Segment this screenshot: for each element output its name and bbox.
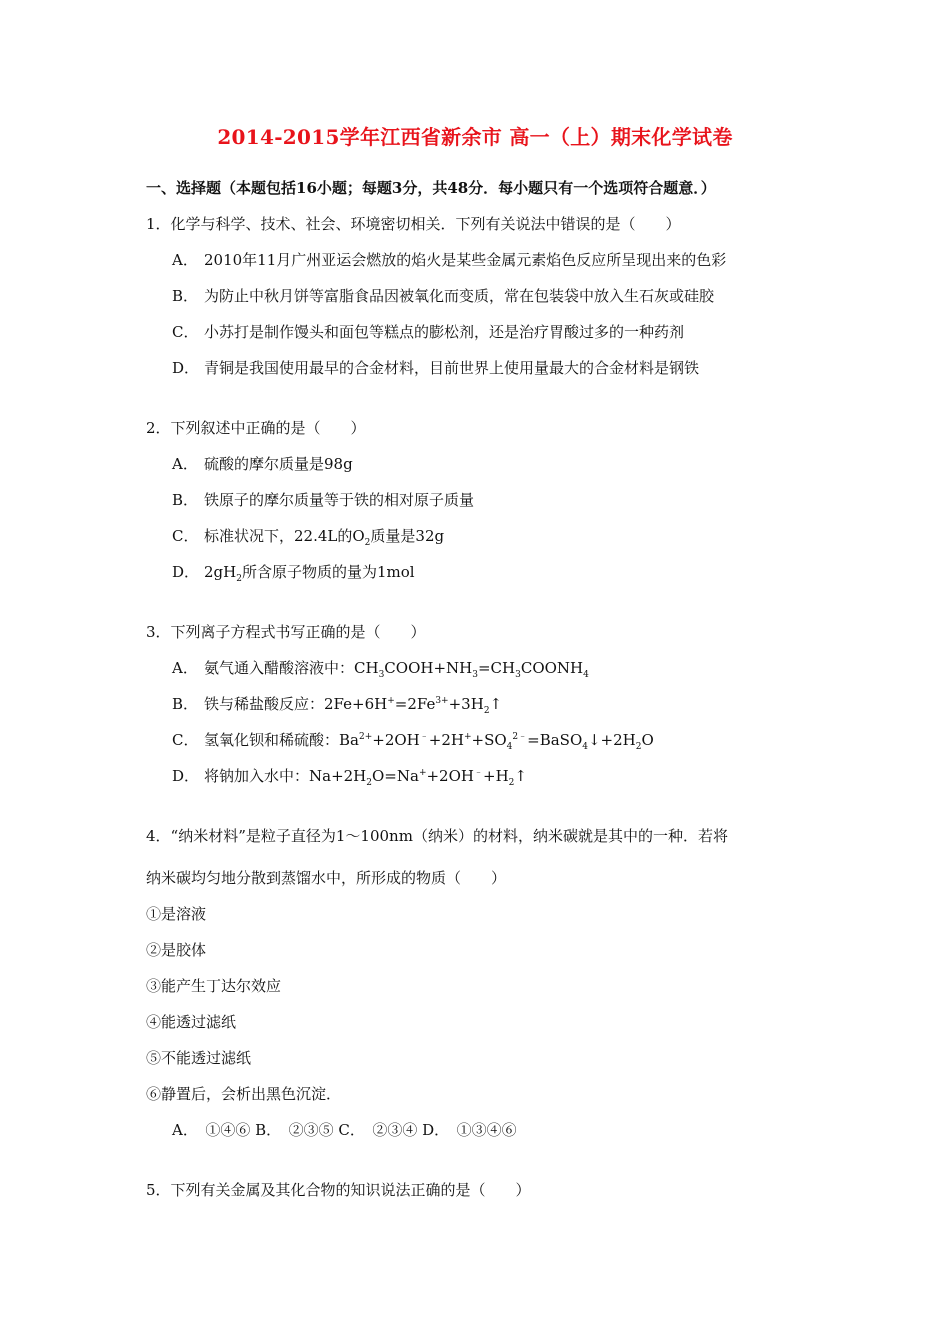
option-text: COOH+NH — [384, 659, 473, 677]
option-text: ↓+2H — [587, 731, 636, 749]
option-text: +3H — [448, 695, 484, 713]
subscript: 2 — [483, 706, 490, 716]
option-letter: C． — [172, 731, 199, 749]
question-1-option-a[interactable] — [172, 250, 726, 270]
question-1-option-b[interactable] — [172, 286, 714, 306]
subscript: 2 — [366, 778, 372, 788]
option-text: =BaSO — [527, 731, 583, 749]
subscript: 4 — [582, 742, 588, 752]
up-arrow-symbol: ↑ — [514, 767, 527, 785]
option-text: 标准状况下，22.4L的O — [204, 527, 365, 545]
option-text: +2H — [428, 731, 464, 749]
option-text: +2OH — [426, 767, 474, 785]
superscript: + — [418, 768, 427, 778]
option-letter: B． — [172, 491, 199, 509]
subscript: 3 — [378, 670, 385, 680]
subscript: 2 — [635, 742, 642, 752]
question-3-option-d[interactable] — [172, 766, 527, 786]
option-letter: A． — [172, 251, 198, 269]
option-text: O — [641, 731, 654, 749]
question-3-stem: 3．下列离子方程式书写正确的是（ ） — [146, 623, 426, 641]
option-text: 2gH — [204, 563, 237, 581]
superscript: 3+ — [435, 696, 449, 706]
question-4-item-1: ①是溶液 — [146, 905, 207, 923]
option-text: 青铜是我国使用最早的合金材料，目前世界上使用量最大的合金材料是钢铁 — [204, 359, 700, 377]
question-3-option-a[interactable] — [172, 658, 589, 678]
option-letter: A． — [172, 455, 198, 473]
question-4-item-5: ⑤不能透过滤纸 — [146, 1049, 252, 1067]
subscript: 4 — [583, 670, 589, 680]
question-4-stem-line-2: 纳米碳均匀地分散到蒸馏水中，所形成的物质（ ） — [146, 869, 507, 887]
question-2-option-c[interactable] — [172, 526, 444, 546]
up-arrow-symbol: ↑ — [489, 695, 503, 713]
section-heading: 一、选择题（本题包括16小题；每题3分，共48分．每小题只有一个选项符合题意．） — [146, 179, 716, 197]
option-text: 为防止中秋月饼等富脂食品因被氧化而变质，常在包装袋中放入生石灰或硅胶 — [204, 287, 715, 305]
option-letter: B． — [172, 695, 199, 713]
question-2-option-a[interactable] — [172, 454, 353, 474]
option-text: +2OH — [372, 731, 420, 749]
option-text: O=Na — [372, 767, 419, 785]
option-text: 将钠加入水中：Na+2H — [204, 767, 367, 785]
superscript: ﹣ — [473, 768, 483, 778]
option-text: =CH — [477, 659, 516, 677]
subscript: 3 — [472, 670, 478, 680]
question-1-option-c[interactable] — [172, 322, 684, 342]
option-letter: A． — [172, 659, 198, 677]
option-text: 铁与稀盐酸反应：2Fe+6H — [204, 695, 388, 713]
option-text: 铁原子的摩尔质量等于铁的相对原子质量 — [204, 491, 475, 509]
option-letter: C． — [172, 323, 199, 341]
question-4-item-6: ⑥静置后，会析出黑色沉淀． — [146, 1085, 342, 1103]
question-2-option-d[interactable] — [172, 562, 415, 582]
question-4-item-3: ③能产生丁达尔效应 — [146, 977, 282, 995]
option-text: =2Fe — [394, 695, 436, 713]
question-3-option-c[interactable] — [172, 730, 654, 750]
superscript: 2﹣ — [512, 732, 528, 742]
option-text: 氨气通入醋酸溶液中：CH — [204, 659, 379, 677]
option-letter: C． — [172, 527, 199, 545]
subscript: 2 — [508, 778, 515, 788]
superscript: + — [463, 732, 472, 742]
option-letter: D． — [172, 359, 200, 377]
question-1-stem: 1．化学与科学、技术、社会、环境密切相关．下列有关说法中错误的是（ ） — [146, 215, 681, 233]
page-title: 2014-2015学年江西省新余市 高一（上）期末化学试卷 — [217, 125, 733, 149]
question-4-stem-line-1: 4．“纳米材料”是粒子直径为1～100nm（纳米）的材料，纳米碳就是其中的一种．若将 — [146, 827, 728, 845]
option-letter: D． — [172, 767, 200, 785]
question-2-stem: 2．下列叙述中正确的是（ ） — [146, 419, 366, 437]
option-text: 所含原子物质的量为1mol — [241, 563, 415, 581]
question-4-item-2: ②是胶体 — [146, 941, 207, 959]
question-4-item-4: ④能透过滤纸 — [146, 1013, 237, 1031]
option-text: 硫酸的摩尔质量是98g — [204, 455, 353, 473]
option-text: COONH — [520, 659, 584, 677]
option-text: 2010年11月广州亚运会燃放的焰火是某些金属元素焰色反应所呈现出来的色彩 — [204, 251, 727, 269]
option-text: 质量是32g — [370, 527, 445, 545]
option-letter: D． — [172, 563, 200, 581]
superscript: 2+ — [358, 732, 373, 742]
question-1-option-d[interactable] — [172, 358, 699, 378]
superscript: + — [387, 696, 395, 706]
option-text: 小苏打是制作馒头和面包等糕点的膨松剂，还是治疗胃酸过多的一种药剂 — [204, 323, 685, 341]
subscript: 3 — [515, 670, 521, 680]
question-5-stem: 5．下列有关金属及其化合物的知识说法正确的是（ ） — [146, 1181, 531, 1199]
subscript: 2 — [364, 538, 371, 548]
subscript: 4 — [506, 742, 513, 752]
option-text: +SO — [471, 731, 507, 749]
question-4-answer-options[interactable]: A． ①④⑥ B． ②③⑤ C． ②③④ D． ①③④⑥ — [172, 1121, 517, 1139]
option-text: 氢氧化钡和稀硫酸：Ba — [204, 731, 359, 749]
question-3-option-b[interactable] — [172, 694, 502, 714]
subscript: 2 — [236, 574, 242, 584]
question-2-option-b[interactable] — [172, 490, 474, 510]
superscript: ﹣ — [419, 732, 429, 742]
option-letter: B． — [172, 287, 199, 305]
option-text: +H — [483, 767, 509, 785]
